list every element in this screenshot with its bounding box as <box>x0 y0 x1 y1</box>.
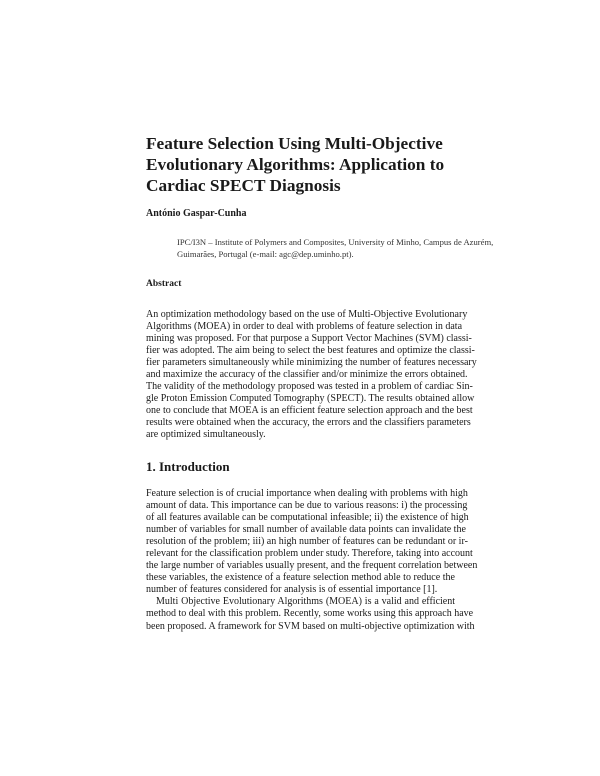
introduction-body <box>146 488 478 633</box>
abstract-line: results were obtained when the accuracy, the errors and the classifiers parameters <box>146 417 471 429</box>
abstract-line: and maximize the accuracy of the classifier and/or minimize the errors obtained. <box>146 369 468 381</box>
abstract-line: Algorithms (MOEA) in order to deal with problems of feature selection in data <box>146 321 463 333</box>
abstract-line: The validity of the methodology proposed was tested in a problem of cardiac Sin- <box>146 381 473 393</box>
abstract-body <box>146 309 477 442</box>
body-line: relevant for the classification problem under study. Therefore, taking into account <box>146 548 473 560</box>
body-line: method to deal with this problem. Recently, some works using this approach have <box>146 608 474 620</box>
abstract-line: An optimization methodology based on the use of Multi-Objective Evolutionary <box>146 309 468 320</box>
title-line: Cardiac SPECT Diagnosis <box>146 176 341 195</box>
affiliation-line: IPC/I3N – Institute of Polymers and Composites, University of Minho, Campus de Azurém, <box>177 237 494 247</box>
body-line: the large number of variables usually present, and the frequent correlation between <box>146 560 478 572</box>
body-line: these variables, the existence of a feature selection method able to reduce the <box>146 572 455 584</box>
paper-title <box>146 133 476 196</box>
body-line: Feature selection is of crucial importance when dealing with problems with high <box>146 488 468 499</box>
body-line: of all features available can be computational infeasible; ii) the existence of high <box>146 512 469 524</box>
body-line: number of features considered for analysis is of essential importance [1]. <box>146 584 438 596</box>
affiliation <box>177 236 494 260</box>
body-line: Multi Objective Evolutionary Algorithms (MOEA) is a valid and efficient <box>156 596 455 608</box>
abstract-line: fier was adopted. The aim being to select the best features and optimize the classi- <box>146 345 475 357</box>
abstract-line: fier parameters simultaneously while minimizing the number of features necessary <box>146 357 477 369</box>
author-name: António Gaspar-Cunha <box>146 208 247 219</box>
section-heading-introduction: 1. Introduction <box>146 459 230 474</box>
body-line: number of variables for small number of available data points can invalidate the <box>146 524 466 536</box>
body-line: amount of data. This importance can be due to various reasons: i) the processing <box>146 500 468 512</box>
abstract-line: are optimized simultaneously. <box>146 429 266 441</box>
abstract-line: mining was proposed. For that purpose a Support Vector Machines (SVM) classi- <box>146 333 472 345</box>
title-line: Feature Selection Using Multi-Objective <box>146 134 443 153</box>
body-line: resolution of the problem; iii) an high number of features can be redundant or ir- <box>146 536 468 548</box>
body-line: been proposed. A framework for SVM based on multi-objective optimization with <box>146 620 475 632</box>
abstract-line: one to conclude that MOEA is an efficient feature selection approach and the best <box>146 405 473 417</box>
abstract-heading: Abstract <box>146 279 182 289</box>
title-line: Evolutionary Algorithms: Application to <box>146 155 445 174</box>
abstract-line: gle Proton Emission Computed Tomography (SPECT). The results obtained allow <box>146 393 475 405</box>
affiliation-line: Guimarães, Portugal (e-mail: agc@dep.uminho.pt). <box>177 249 354 259</box>
